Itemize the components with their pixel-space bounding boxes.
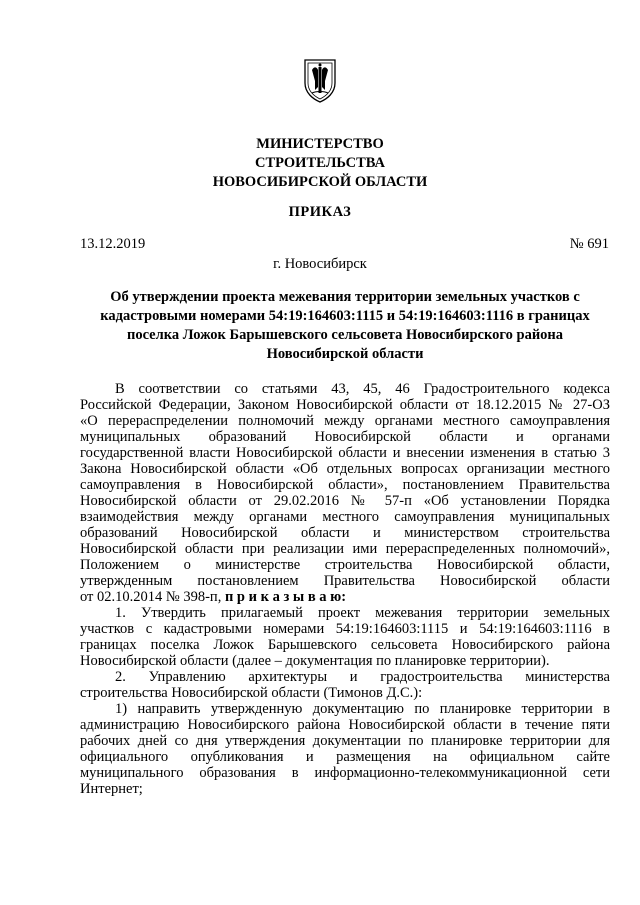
body-line: от 02.10.2014 № 398-п, bbox=[80, 589, 222, 605]
body-line: муниципальных образований Новосибирской области и органами bbox=[80, 429, 610, 445]
subject-line: кадастровыми номерами 54:19:164603:1115 и 54:19:164603:1116 в границах bbox=[100, 308, 590, 324]
body-line: администрацию Новосибирского района Новосибирской области в течение пяти bbox=[80, 717, 610, 733]
body-line: В соответствии со статьями 43, 45, 46 Градостроительного кодекса bbox=[115, 381, 610, 397]
ministry-line: НОВОСИБИРСКОЙ ОБЛАСТИ bbox=[212, 174, 428, 190]
body-line: 1) направить утвержденную документацию по планировке территории в bbox=[115, 701, 610, 717]
body-line: строительства Новосибирской области (Тимонов Д.С.): bbox=[80, 685, 423, 701]
body-line: участков с кадастровыми номерами 54:19:164603:1115 и 54:19:164603:1116 в bbox=[80, 621, 610, 637]
subject-line: Новосибирской области bbox=[266, 346, 424, 362]
body-line: Положением о министерстве строительства Новосибирской области, bbox=[80, 557, 610, 573]
subject-line: Об утверждении проекта межевания территории земельных участков с bbox=[110, 289, 580, 305]
body-line: Интернет; bbox=[80, 781, 143, 797]
body-line: Новосибирской области (далее – документация по планировке территории). bbox=[80, 653, 550, 669]
body-line: официального опубликования и размещения на официальном сайте bbox=[80, 749, 610, 765]
body-line: образований Новосибирской области и министерством строительства bbox=[80, 525, 610, 541]
order-date: 13.12.2019 bbox=[80, 236, 146, 252]
body-line: Российской Федерации, Законом Новосибирской области от 18.12.2015 № 27-ОЗ bbox=[80, 397, 610, 413]
order-body bbox=[80, 381, 610, 797]
body-line: взаимодействия между органами местного самоуправления муниципальных bbox=[80, 509, 610, 525]
body-line: самоуправления в Новосибирской области», постановлением Правительства bbox=[80, 477, 610, 493]
subject-line: поселка Ложок Барышевского сельсовета Новосибирского района bbox=[126, 327, 564, 343]
body-line: государственной власти Новосибирской области и внесении изменения в статью 3 bbox=[80, 445, 610, 461]
body-line: 1. Утвердить прилагаемый проект межевания территории земельных bbox=[115, 605, 610, 621]
body-line: Закона Новосибирской области «Об отдельных вопросах организации местного bbox=[80, 461, 610, 477]
body-line: границах поселка Ложок Барышевского сельсовета Новосибирского района bbox=[80, 637, 610, 653]
body-line: «О перераспределении полномочий между органами местного самоуправления bbox=[80, 413, 610, 429]
body-line: Новосибирской области при реализации ими перераспределенных полномочий», bbox=[80, 541, 610, 557]
ministry-name bbox=[0, 135, 640, 192]
document-type: ПРИКАЗ bbox=[288, 204, 352, 220]
order-subject bbox=[80, 288, 610, 364]
ministry-line: МИНИСТЕРСТВО bbox=[256, 136, 384, 152]
body-line: утвержденным постановлением Правительства Новосибирской области bbox=[80, 573, 610, 589]
body-line: муниципального образования в информационно-телекоммуникационной сети bbox=[80, 765, 610, 781]
order-word: п р и к а з ы в а ю: bbox=[224, 589, 347, 605]
body-line: рабочих дней со дня утверждения документации по планировке территории для bbox=[80, 733, 610, 749]
body-line: 2. Управлению архитектуры и градостроительства министерства bbox=[115, 669, 610, 685]
ministry-line: СТРОИТЕЛЬСТВА bbox=[254, 155, 386, 171]
order-number: № 691 bbox=[569, 236, 609, 252]
body-line: Новосибирской области от 29.02.2016 № 57-п «Об установлении Порядка bbox=[80, 493, 610, 509]
order-city: г. Новосибирск bbox=[273, 256, 367, 272]
coat-of-arms-icon bbox=[303, 57, 337, 103]
body-line-order bbox=[80, 589, 610, 605]
